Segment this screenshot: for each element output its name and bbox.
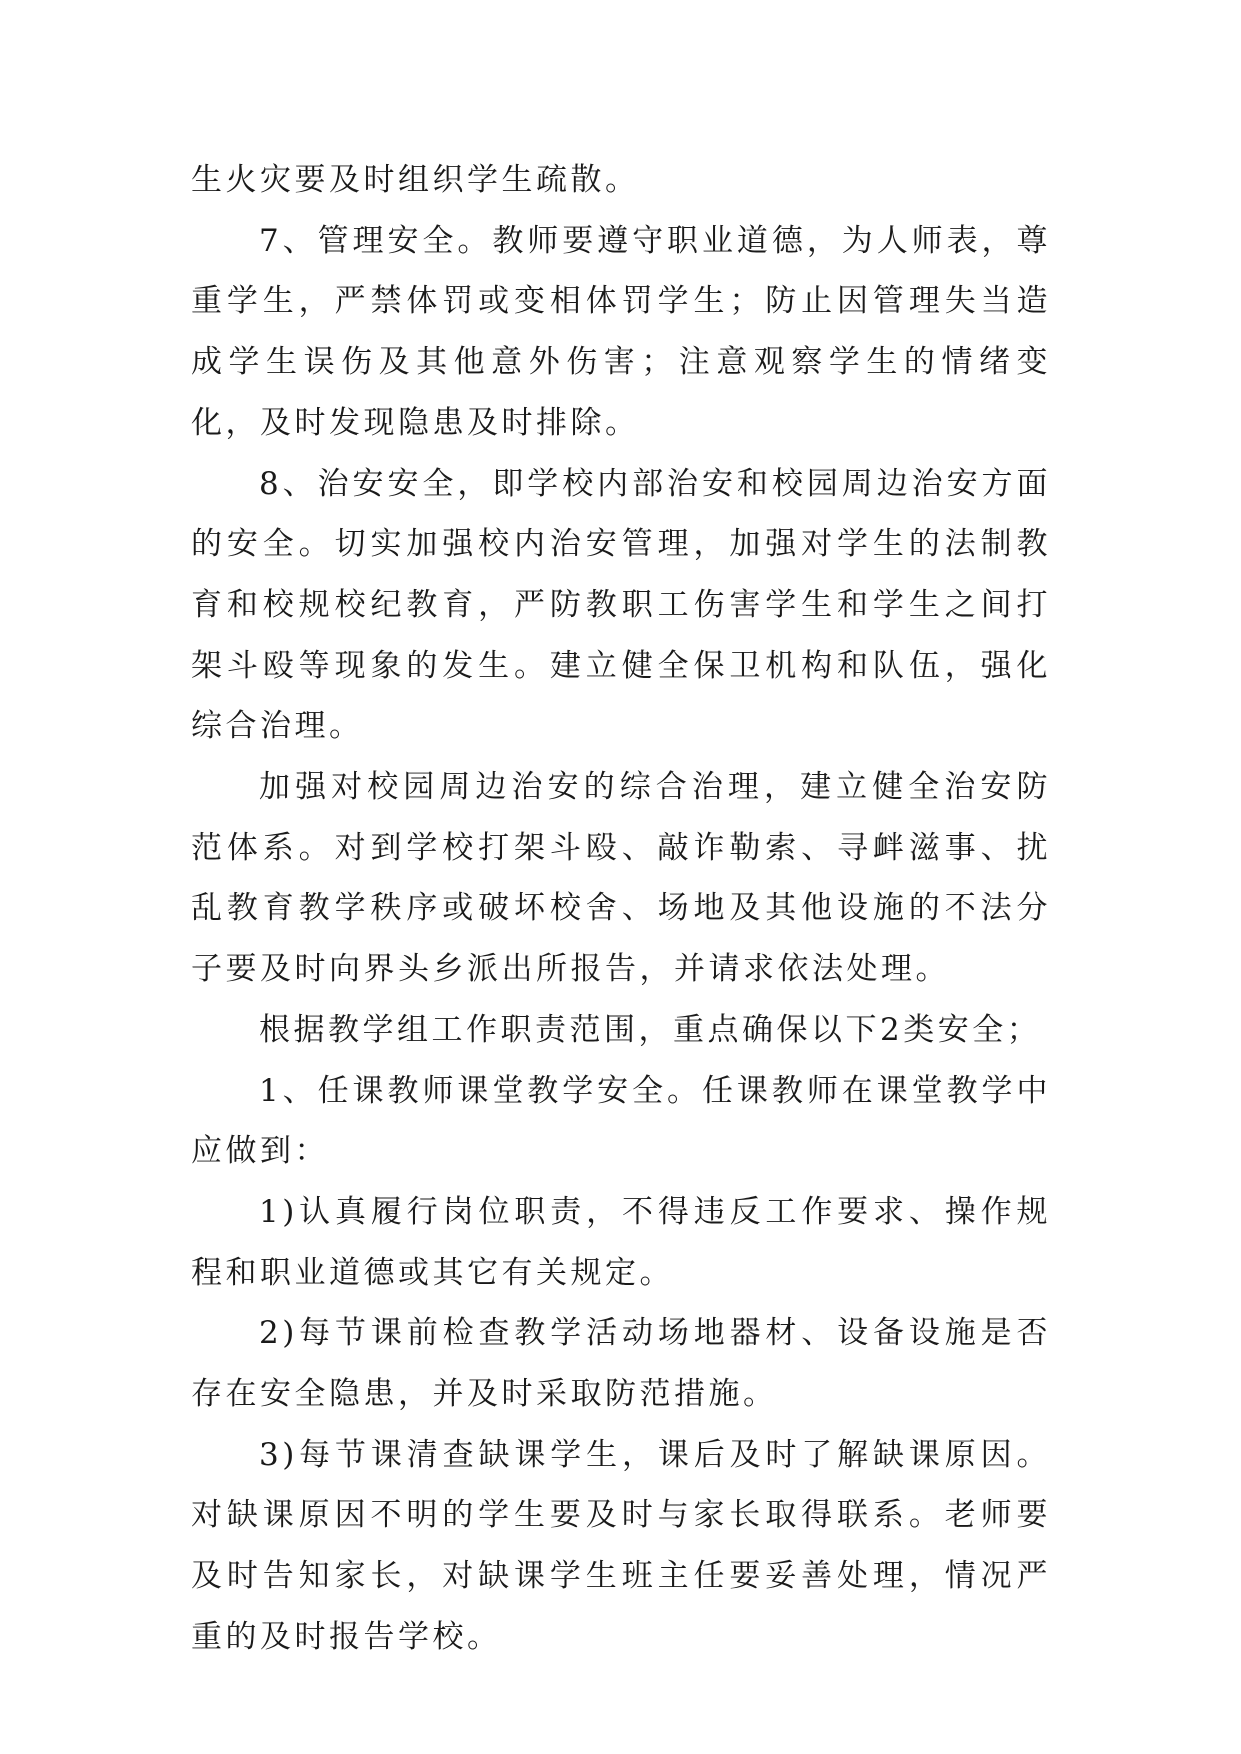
list-item-absence-check: 3)每节课清查缺课学生，课后及时了解缺课原因。对缺课原因不明的学生要及时与家长取得联系。老师要及时告知家长，对缺课学生班主任要妥善处理，情况严重的及时报告学校。 — [191, 1436, 1051, 1655]
list-item-equipment-check: 2)每节课前检查教学活动场地器材、设备设施是否存在安全隐患，并及时采取防范措施。 — [191, 1315, 1051, 1413]
paragraph-surrounding-security: 加强对校园周边治安的综合治理，建立健全治安防范体系。对到学校打架斗殴、敲诈勒索、寻衅滋事、扰乱教育教学秩序或破坏校舍、场地及其他设施的不法分子要及时向界头乡派出所报告，并请求依法处理。 — [191, 769, 1051, 988]
paragraph-public-security: 8、治安安全，即学校内部治安和校园周边治安方面的安全。切实加强校内治安管理，加强对学生的法制教育和校规校纪教育，严防教职工伤害学生和学生之间打架斗殴等现象的发生。建立健全保卫机构和队伍，强化综合治理。 — [191, 465, 1051, 745]
document-body — [191, 150, 1051, 1668]
paragraph-management-safety: 7、管理安全。教师要遵守职业道德，为人师表，尊重学生，严禁体罚或变相体罚学生；防止因管理失当造成学生误伤及其他意外伤害；注意观察学生的情绪变化，及时发现隐患及时排除。 — [191, 222, 1051, 441]
list-item-duty: 1)认真履行岗位职责，不得违反工作要求、操作规程和职业道德或其它有关规定。 — [191, 1193, 1051, 1291]
paragraph-key-safety-intro: 根据教学组工作职责范围，重点确保以下2类安全； — [259, 1011, 1042, 1048]
paragraph-fire-evacuation: 生火灾要及时组织学生疏散。 — [191, 162, 640, 198]
paragraph-classroom-safety: 1、任课教师课堂教学安全。任课教师在课堂教学中应做到： — [191, 1072, 1051, 1170]
